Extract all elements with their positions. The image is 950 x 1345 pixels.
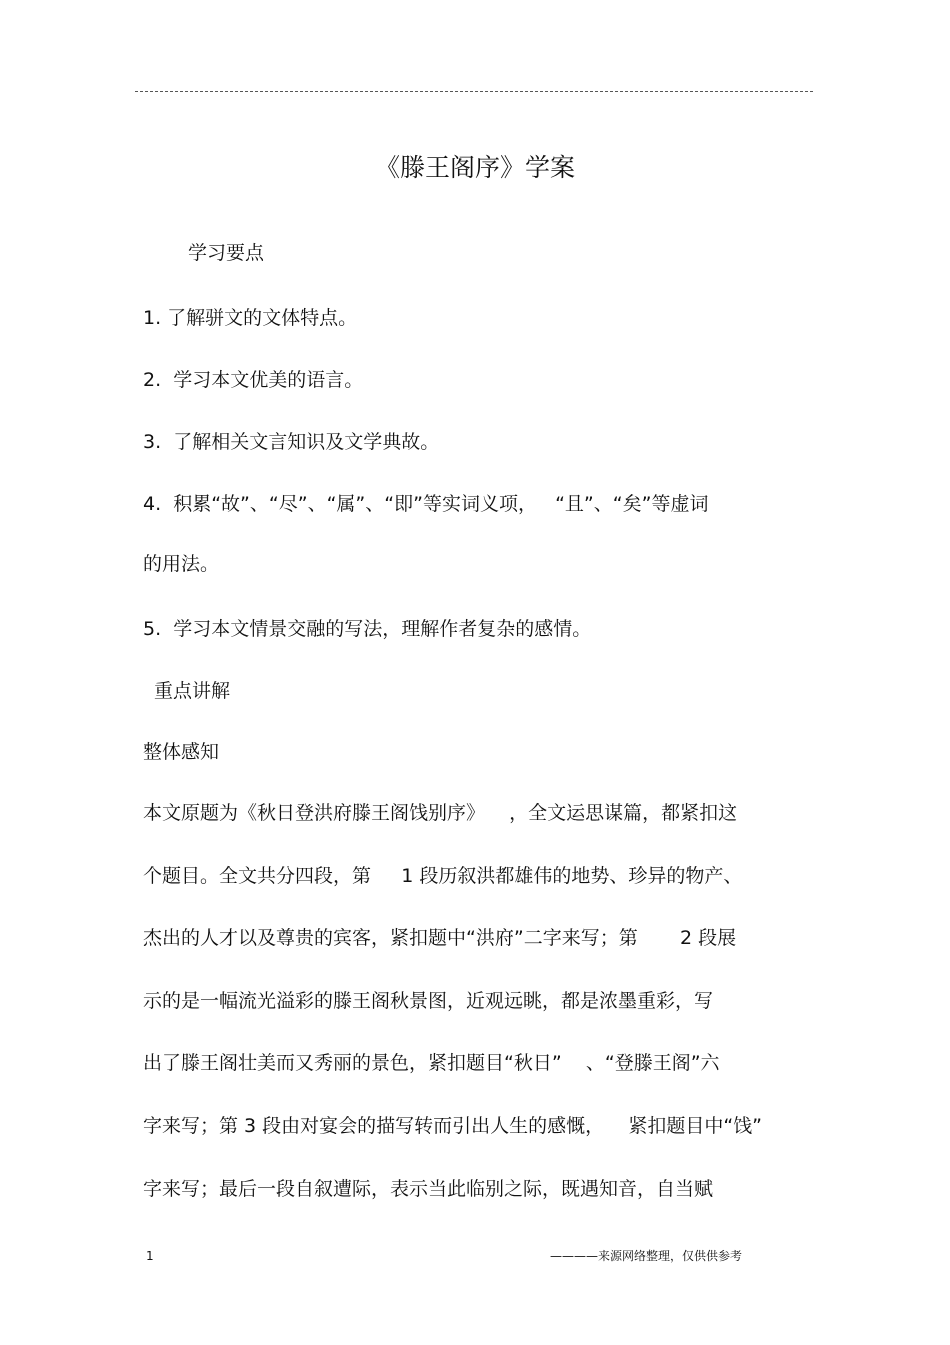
point-3: 3. 了解相关文言知识及文学典故。 — [143, 431, 440, 453]
point-5: 5. 学习本文情景交融的写法，理解作者复杂的感情。 — [143, 618, 592, 640]
header-divider — [135, 91, 813, 92]
point-4: 4. 积累“故”、“尽”、“属”、“即”等实词义项， “且”、“矣”等虚词 — [143, 493, 709, 515]
footer-source-note: ————来源网络整理，仅供供参考 — [550, 1249, 743, 1263]
point-1: 1. 了解骈文的文体特点。 — [143, 307, 358, 329]
section-heading-learning-points: 学习要点 — [188, 242, 265, 264]
point-2: 2. 学习本文优美的语言。 — [143, 369, 364, 391]
body-line-1: 本文原题为《秋日登洪府滕王阁饯别序》 ，全文运思谋篇，都紧扣这 — [143, 802, 738, 824]
body-line-4: 示的是一幅流光溢彩的滕王阁秋景图，近观远眺，都是浓墨重彩，写 — [143, 990, 714, 1012]
body-line-2: 个题目。全文共分四段，第 1 段历叙洪都雄伟的地势、珍异的物产、 — [143, 865, 743, 887]
body-line-3: 杰出的人才以及尊贵的宾客，紧扣题中“洪府”二字来写；第 2 段展 — [143, 927, 737, 949]
body-line-7: 字来写；最后一段自叙遭际，表示当此临别之际，既遇知音，自当赋 — [143, 1178, 714, 1200]
body-line-6: 字来写；第 3 段由对宴会的描写转而引出人生的感慨， 紧扣题目中“饯” — [143, 1115, 763, 1137]
section-heading-key-points: 重点讲解 — [154, 680, 231, 702]
point-4-continued: 的用法。 — [143, 553, 220, 575]
subsection-heading-overview: 整体感知 — [143, 741, 220, 763]
body-line-5: 出了滕王阁壮美而又秀丽的景色，紧扣题目“秋日” 、“登滕王阁”六 — [143, 1052, 720, 1074]
footer-page-number: 1 — [146, 1249, 154, 1263]
document-title: 《滕王阁序》学案 — [374, 153, 575, 182]
